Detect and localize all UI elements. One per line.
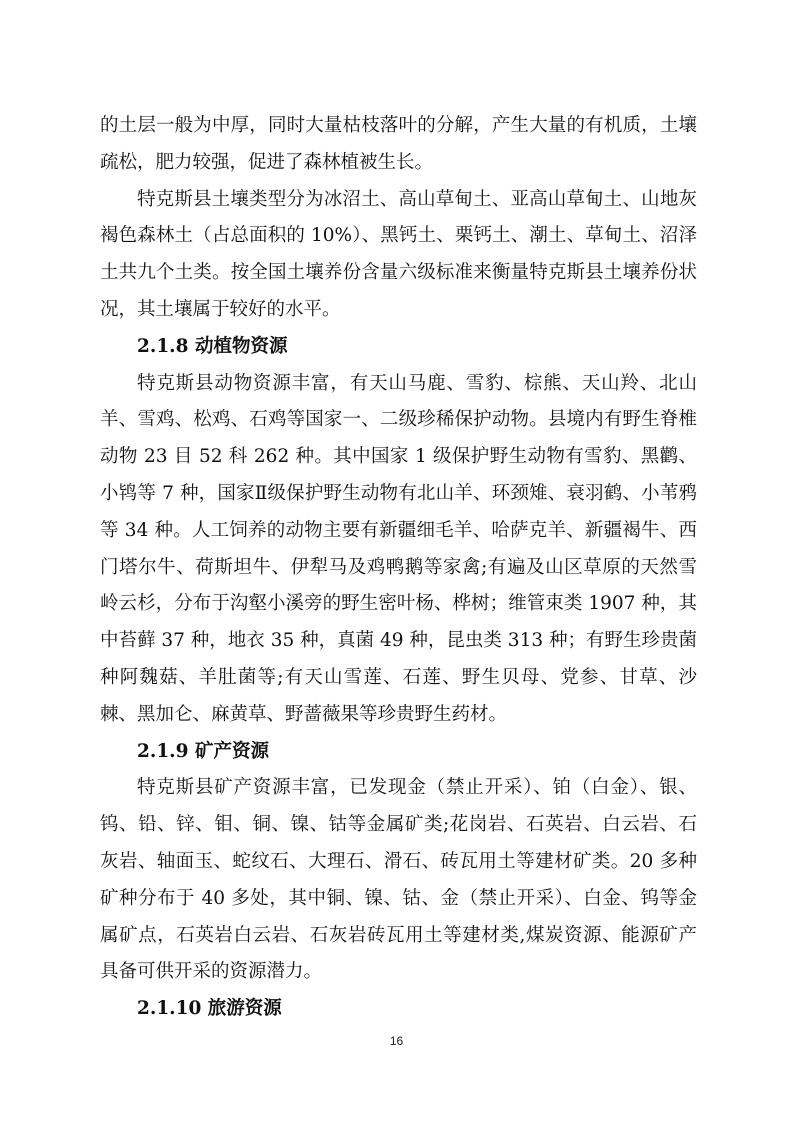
- paragraph-flora-fauna: 特克斯县动物资源丰富，有天山马鹿、雪豹、棕熊、天山羚、北山羊、雪鸡、松鸡、石鸡等国家一、二级珍稀保护动物。县境内有野生脊椎动物 23 目 52 科 262 种。其中国家 1 级保护野生动物有雪豹、黑鹳、小鸨等 7 种，国家Ⅱ级保护野生动物有北山羊、环颈雉、衰羽鹤、小苇鸦等 34 种。人工饲养的动物主要有新疆细毛羊、哈萨克羊、新疆褐牛、西门塔尔牛、荷斯坦牛、伊犁马及鸡鸭鹅等家禽;有遍及山区草原的天然雪岭云杉，分布于沟壑小溪旁的野生密叶杨、桦树；维管束类 1907 种，其中苔藓 37 种，地衣 35 种，真菌 49 种，昆虫类 313 种；有野生珍贵菌种阿魏菇、羊肚菌等;有天山雪莲、石莲、野生贝母、党参、甘草、沙棘、黑加仑、麻黄草、野蔷薇果等珍贵野生药材。: [100, 372, 697, 725]
- paragraph-minerals: 特克斯县矿产资源丰富，已发现金（禁止开采）、铂（白金）、银、钨、铅、锌、钼、铜、镍、钴等金属矿类;花岗岩、石英岩、白云岩、石灰岩、轴面玉、蛇纹石、大理石、滑石、砖瓦用土等建材矿类。20 多种矿种分布于 40 多处，其中铜、镍、钴、金（禁止开采）、白金、钨等金属矿点，石英岩白云岩、石灰岩砖瓦用土等建材类,煤炭资源、能源矿产具备可供开采的资源潜力。: [100, 777, 697, 983]
- section-heading-flora-fauna: 2.1.8 动植物资源: [137, 335, 288, 357]
- paragraph-soil-continuation: 的土层一般为中厚，同时大量枯枝落叶的分解，产生大量的有机质，土壤疏松，肥力较强，促进了森林植被生长。: [100, 115, 697, 173]
- page-number: 16: [389, 1034, 404, 1048]
- document-page: [100, 108, 697, 1028]
- section-heading-minerals: 2.1.9 矿产资源: [137, 740, 269, 762]
- section-heading-tourism: 2.1.10 旅游资源: [137, 998, 282, 1020]
- paragraph-soil-types: 特克斯县土壤类型分为冰沼土、高山草甸土、亚高山草甸土、山地灰褐色森林土（占总面积的 10%）、黑钙土、栗钙土、潮土、草甸土、沼泽土共九个土类。按全国土壤养份含量六级标准来衡量特克斯县土壤养份状况，其土壤属于较好的水平。: [100, 188, 697, 320]
